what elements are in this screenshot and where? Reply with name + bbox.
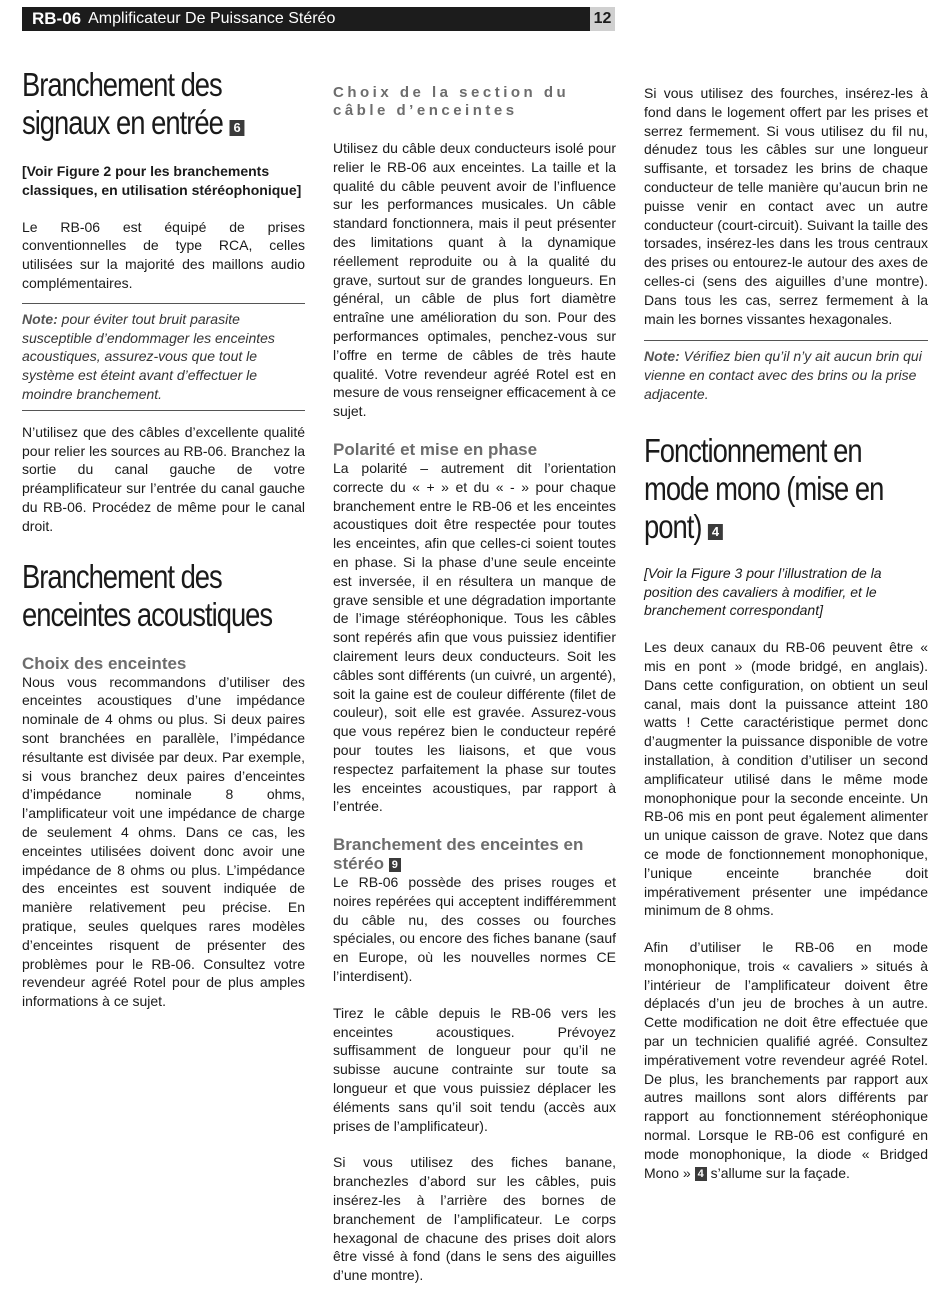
- heading-polarity: Polarité et mise en phase: [333, 439, 538, 459]
- paragraph-polarity: La polarité – autrement dit l’orientation correcte du « + » et du « - » pour chaque branchement entre le RB-06 et les enceintes acoustiques doit être respectée pour toutes les enceintes, afin que celles-ci soient toutes en phase. Si la phase d’une seule enceinte est inversée, il en résultera un manque de grave sensible et une dégradation importante de l’image stéréophonique. Tous les câbles sont repérés afin que vous puissiez identifier clairement leurs deux conducteurs. Soit les câbles sont différents (un cuivré, un argenté), soit la gaine est de couleur différente (filet de couleur), soit elle est gravée. Assurez-vous que vous repérez bien le conducteur repéré pour toutes les liaisons, et que vous respectez parfaitement la phase sur toutes les enceintes acoustiques, par rapport à l’entrée.: [333, 459, 616, 815]
- figure-badge-9: 9: [389, 858, 401, 872]
- header-title: Amplificateur De Puissance Stéréo: [88, 10, 336, 27]
- note-text: pour éviter tout bruit parasite susceptible d’endommager les enceintes acoustiques, assurez-vous que tout le système est éteint avant d’effectuer le moindre branchement.: [22, 310, 275, 402]
- figure-badge-6: 6: [229, 120, 244, 136]
- paragraph-stereo: Le RB-06 possède des prises rouges et noires repérées qui acceptent indifféremment du câble nu, des cosses ou fourches spéciales, ou encore des fiches banane (sauf en Europe, où les nouvelles normes CE l’interdisent).: [333, 874, 616, 985]
- paragraph-pull-cable: Tirez le câble depuis le RB-06 vers les enceintes acoustiques. Prévoyez suffisamment de longueur pour qu’il ne subisse aucune contrainte sur toute sa longueur et que vous puissiez déplacer les éléments sans qu’il soit tendu (accès aux prises de l’amplificateur).: [333, 1004, 616, 1134]
- paragraph-bridge: Les deux canaux du RB-06 peuvent être « mis en pont » (mode bridgé, en anglais). Dans cette configuration, on obtient un seul canal, mais dont la puissance atteint 180 watts ! Cette caractéristique permet donc d’augmenter la puissance disponible de votre installation, à condition d’utiliser un second amplificateur utilisé dans le même mode monophonique pour la seconde enceinte. Un RB-06 mis en pont peut également alimenter un unique caisson de grave. Notez que dans ce mode de fonctionnement monophonique, l’unique enceinte branchée doit impérativement présenter une impédance minimum de 8 ohms.: [644, 639, 928, 919]
- heading-signal-inputs: [22, 66, 304, 142]
- heading-speaker-connection: Branchement des enceintes acoustiques: [22, 557, 273, 633]
- column-3: [644, 84, 928, 1182]
- page-header: [22, 7, 590, 31]
- heading-stereo-text: Branchement des enceintes en stéréo: [333, 835, 584, 874]
- paragraph-jumpers: [644, 938, 928, 1182]
- figure-badge-4: 4: [708, 524, 723, 540]
- column-2: [333, 84, 616, 1285]
- heading-speaker-choice: Choix des enceintes: [22, 653, 187, 673]
- see-figure-2: [Voir Figure 2 pour les branchements classiques, en utilisation stéréophonique]: [22, 163, 302, 198]
- note-box-1: [22, 303, 305, 411]
- heading-cable-section: Choix de la section du câble d’enceintes: [333, 84, 570, 119]
- paragraph-jumpers-text: Afin d’utiliser le RB-06 en mode monophonique, trois « cavaliers » situés à l’intérieur de l’amplificateur doivent être déplacés d’un jeu de broches à un autre. Cette modification ne doit être effectuée que par un technicien qualifié agréé. Consultez impérativement votre revendeur agréé Rotel. De plus, les branchements par rapport aux autres maillons sont alors différents par rapport au fonctionnement stéréophonique normal. Lorsque le RB-06 est configuré en mode monophonique, la diode « Bridged Mono »: [644, 939, 928, 1181]
- paragraph-speaker-choice: Nous vous recommandons d’utiliser des enceintes acoustiques d’une impédance nominale de 4 ohms ou plus. Si deux paires sont branchées en parallèle, l’impédance résultante est divisée par deux. Par exemple, si vous branchez deux paires d’enceintes d’impédance nominale 8 ohms, l’amplificateur voit une impédance de charge de seulement 4 ohms. Dans ce cas, les enceintes utilisées doivent donc avoir une impédance de 8 ohms ou plus. L’impédance des enceintes est souvent indiquée de manière relativement peu précise. En pratique, seules quelques rares modèles d’enceintes risquent de présenter des problèmes pour le RB-06. Consultez votre revendeur agréé Rotel pour de plus amples informations à ce sujet.: [22, 673, 305, 1010]
- note-text: Vérifiez bien qu’il n’y ait aucun brin qui vienne en contact avec des brins ou la prise adjacente.: [644, 348, 922, 402]
- paragraph-forks: Si vous utilisez des fourches, insérez-les à fond dans le logement offert par les prises et serrez fermement. Si vous utilisez du fil nu, dénudez tous les câbles sur une longueur suffisante, et torsadez les brins de chaque conducteur de telle manière qu’aucun brin ne puisse venir en contact avec un autre conducteur (court-circuit). Suivant la taille des torsades, insérez-les dans les trous centraux des prises ou entourez-le autour des axes de celles-ci (sens des aiguilles d’une montre). Dans tous les cas, serrez fermement à la main les bornes vissantes hexagonales.: [644, 85, 928, 327]
- paragraph-banana: Si vous utilisez des fiches banane, branchezles d’abord sur les câbles, puis insérez-les à l’arrière des bornes de branchement de l’amplificateur. Le corps hexagonal de chacune des prises doit alors être vissé à fond (dans le sens des aiguilles d’une montre).: [333, 1154, 616, 1284]
- heading-signal-inputs-text: Branchement des signaux en entrée: [22, 66, 223, 141]
- page-number: 12: [590, 7, 615, 31]
- paragraph-cables: N’utilisez que des câbles d’excellente qualité pour relier les sources au RB-06. Branchez la sortie du canal gauche de votre préamplificateur sur l’entrée du canal gauche du RB-06. Procédez de même pour le canal droit.: [22, 423, 305, 534]
- paragraph-cable: Utilisez du câble deux conducteurs isolé pour relier le RB-06 aux enceintes. La taille et la qualité du câble peuvent avoir de l’influence sur les performances musicales. Un câble standard fonctionnera, mais il peut présenter des limitations quant à la dynamique réellement reproduite ou à la qualité du grave, surtout sur de grandes longueurs. En général, un câble de plus fort diamètre entraîne une amélioration du son. Pour des performances optimales, penchez-vous sur l’offre en terme de câbles de très haute qualité. Votre revendeur agréé Rotel est en mesure de vous renseigner efficacement à ce sujet.: [333, 140, 617, 420]
- heading-stereo-connection: [333, 835, 616, 873]
- note-box-2: [644, 340, 928, 409]
- figure-badge-4-led: 4: [695, 1167, 707, 1181]
- note-label: Note:: [644, 348, 680, 365]
- paragraph-jumpers-end: s’allume sur la façade.: [706, 1164, 850, 1181]
- paragraph-rca: Le RB-06 est équipé de prises conventionnelles de type RCA, celles utilisées sur la majorité des maillons audio complémentaires.: [22, 218, 305, 291]
- model-name: RB-06: [32, 9, 82, 28]
- heading-mono-mode: [644, 432, 927, 546]
- column-1: [22, 66, 305, 1011]
- note-label: Note:: [22, 310, 58, 327]
- heading-mono-text: Fonctionnement en mode mono (mise en pont): [644, 431, 884, 545]
- see-figure-3: [Voir la Figure 3 pour l’illustration de la position des cavaliers à modifier, et le branchement correspondant]: [644, 564, 882, 619]
